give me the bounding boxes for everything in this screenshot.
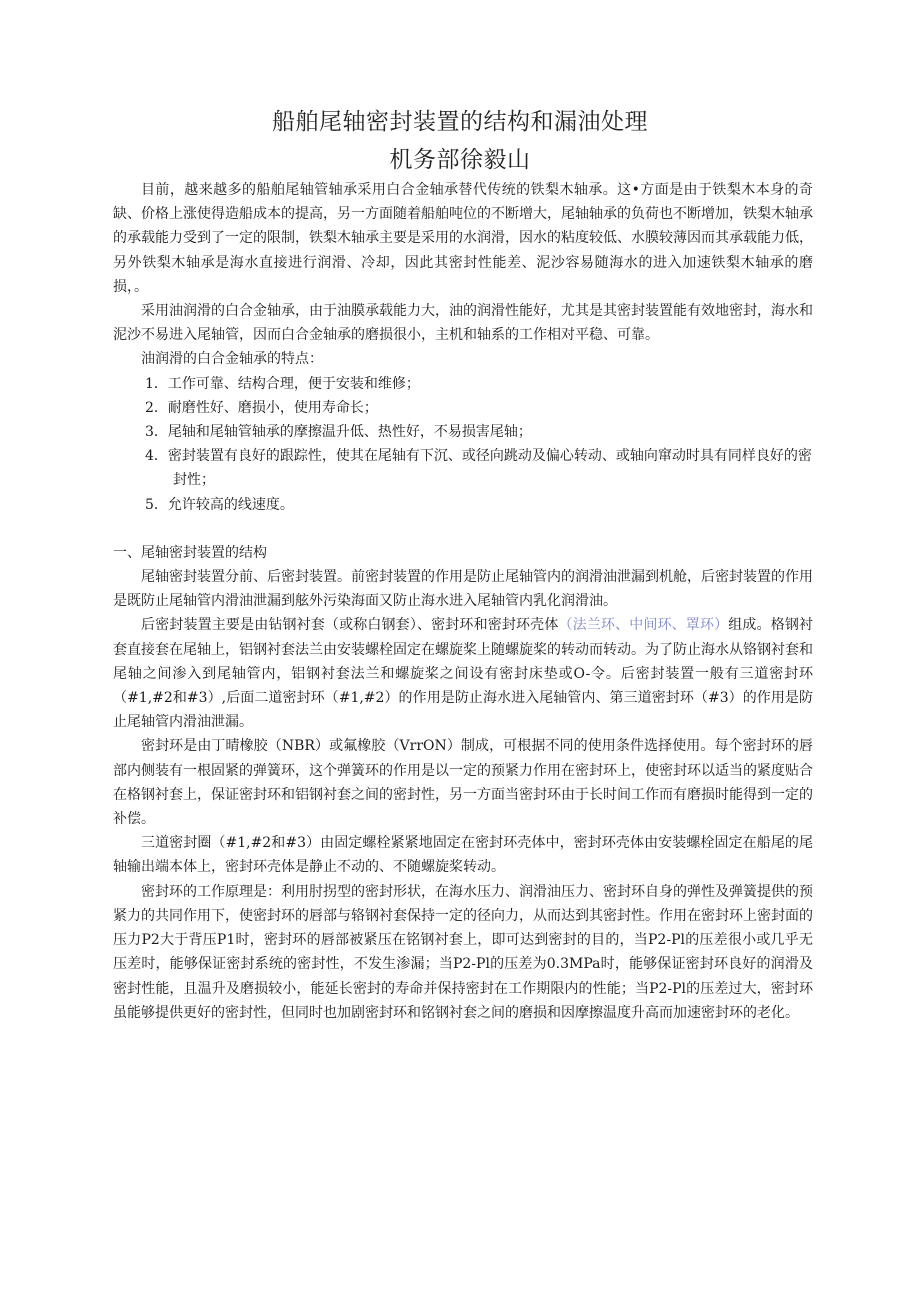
section-heading: 一、尾轴密封装置的结构: [113, 544, 267, 561]
rear-seal-paragraph: [113, 613, 813, 734]
list-item: 5．允许较高的线速度。: [145, 496, 294, 513]
document-title: 船舶尾轴密封装置的结构和漏油处理: [272, 109, 648, 135]
spacer: [113, 517, 813, 541]
oil-lubrication-paragraph: 采用油润滑的白合金轴承，由于油膜承载能力大，油的润滑性能好，尤其是其密封装置能有效地密封，海水和泥沙不易进入尾轴管，因而白合金轴承的磨损很小，主机和轴系的工作相对平稳、可靠。: [113, 303, 813, 344]
seal-device-paragraph: 尾轴密封装置分前、后密封装置。前密封装置的作用是防止尾轴管内的润滑油泄漏到机舱，后密封装置的作用是既防止尾轴管内滑油泄漏到舷外污染海面又防止海水进入尾轴管内乳化润滑油。: [113, 569, 813, 610]
rear-seal-text-b: 组成。格钢衬套直接套在尾轴上，铝钢衬套法兰由安装螺栓固定在螺旋桨上随螺旋桨的转动而转动。为了防止海水从铬钢衬套和尾轴之间渗入到尾轴管内，铝钢衬套法兰和螺旋桨之间设有密封床垫或O-令。后密封装置一般有三道密封环（#1,#2和#3）,后面二道密封环（#1,#2）的作用是防止海水进入尾轴管内、第三道密封环（#3）的作用是防止尾轴管内滑油泄漏。: [113, 617, 814, 731]
list-item: 3．尾轴和尾轴管轴承的摩擦温升低、热性好，不易损害尾轴；: [145, 424, 532, 441]
list-item: 2．耐磨性好、磨损小，使用寿命长；: [145, 399, 378, 416]
seal-ring-fixing-paragraph: 三道密封圈（#1,#2和#3）由固定螺栓紧紧地固定在密封环壳体中，密封环壳体由安装螺栓固定在船尾的尾轴输出端本体上，密封环壳体是静止不动的、不随螺旋桨转动。: [113, 835, 813, 876]
intro-paragraph: 目前，越来越多的船舶尾轴管轴承采用白合金轴承替代传统的铁梨木轴承。这•方面是由于铁梨木本身的奇缺、价格上涨使得造船成本的提高，另一方面随着船舶吨位的不断增大，尾轴轴承的负荷也不断增加，铁梨木轴承的承载能力受到了一定的限制，铁梨木轴承主要是采用的水润滑，因水的粘度较低、水膜较薄因而其承载能力低，另外铁梨木轴承是海水直接进行润滑、冷却，因此其密封性能差、泥沙容易随海水的进入加速铁梨木轴承的磨损，。: [113, 182, 813, 295]
seal-ring-material-paragraph: 密封环是由丁晴橡胶（NBR）或氟橡胶（VrrON）制成，可根据不同的使用条件选择使用。每个密封环的唇部内侧装有一根固紧的弹簧环，这个弹簧环的作用是以一定的预紧力作用在密封环上，使密封环以适当的紧度贴合在格钢衬套上，保证密封环和铝钢衬套之间的密封性，另一方面当密封环由于长时间工作而有磨损时能得到一定的补偿。: [113, 738, 813, 828]
list-item: 4．密封装置有良好的跟踪性，使其在尾轴有下沉、或径向跳动及偏心转动、或轴向窜动时具有同样良好的密封性；: [145, 448, 812, 489]
document-body: [113, 178, 813, 1025]
document-author: 机务部徐毅山: [389, 147, 531, 173]
list-item: 1．工作可靠、结构合理，便于安装和维修；: [145, 375, 420, 392]
working-principle-paragraph: 密封环的工作原理是：利用肘拐型的密封形状，在海水压力、润滑油压力、密封环自身的弹性及弹簧提供的预紧力的共同作用下，使密封环的唇部与辂钢衬套保持一定的径向力，从而达到其密封性。作用在密封环上密封面的压力P2大于背压P1时，密封环的唇部被紧压在铭钢衬套上，即可达到密封的目的，当P2-Pl的压差很小或几乎无压差时，能够保证密封系统的密封性，不发生渗漏；当P2-Pl的压差为0.3MPa时，能够保证密封环良好的润滑及密封性能，且温升及磨损较小，能延长密封的寿命并保持密封在工作期限内的性能；当P2-Pl的压差过大，密封环虽能够提供更好的密封性，但同时也加剧密封环和铭钢衬套之间的磨损和因摩擦温度升高而加速密封环的老化。: [113, 883, 813, 1021]
seal-housing-parts: （法兰环、中间环、罩环）: [558, 617, 729, 634]
features-intro: 油润滑的白合金轴承的特点：: [141, 351, 323, 368]
rear-seal-text-a: 后密封装置主要是由钻钢衬套（或称白钢套）、密封环和密封环壳体: [141, 617, 559, 634]
features-list: [113, 372, 813, 517]
